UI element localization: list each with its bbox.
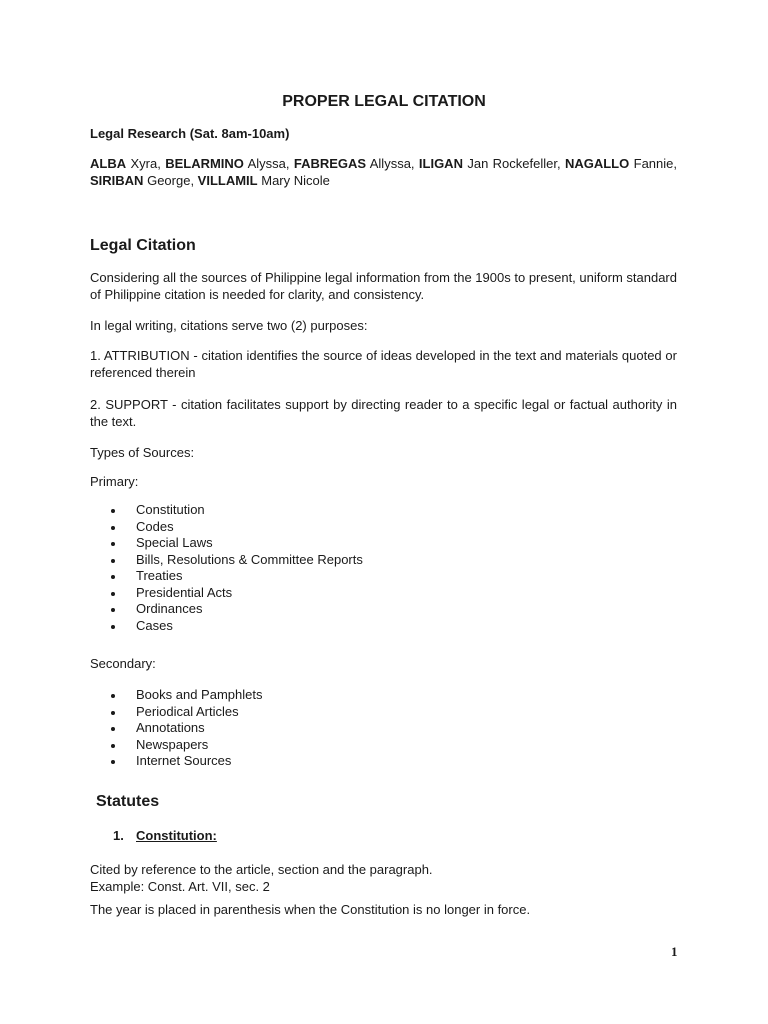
author-list (90, 155, 677, 189)
author-first-name: Fannie, (633, 156, 677, 171)
list-item: Cases (108, 618, 363, 635)
author-last-name: NAGALLO (564, 156, 630, 171)
list-item: Special Laws (108, 535, 363, 552)
list-item: Books and Pamphlets (108, 687, 262, 704)
constitution-citation-text (90, 861, 677, 895)
author-last-name: ILIGAN (418, 156, 463, 171)
author-first-name: Mary Nicole (261, 173, 330, 188)
list-item: Presidential Acts (108, 585, 363, 602)
document-subtitle: Legal Research (Sat. 8am-10am) (90, 126, 290, 141)
author-first-name: Alyssa, (247, 156, 294, 171)
list-item: Annotations (108, 720, 262, 737)
statutes-heading: Statutes (96, 793, 160, 810)
page-number: 1 (671, 944, 678, 959)
author-first-name: Xyra, (130, 156, 166, 171)
list-item: Periodical Articles (108, 704, 262, 721)
legal-citation-heading: Legal Citation (90, 237, 196, 254)
subheading-number: 1. (113, 828, 124, 843)
constitution-rule-line: Cited by reference to the article, section and the paragraph. (90, 862, 433, 877)
types-of-sources-label: Types of Sources: (90, 445, 195, 460)
author-last-name: FABREGAS (293, 156, 367, 171)
intro-paragraph: Considering all the sources of Philippine legal information from the 1900s to present, uniform standard of Philippine citation is needed for clarity, and consistency. (90, 270, 677, 302)
subheading-title: Constitution: (136, 828, 217, 843)
author-last-name: ALBA (90, 156, 127, 171)
constitution-subheading (113, 828, 217, 843)
purposes-paragraph: In legal writing, citations serve two (2) purposes: (90, 318, 368, 333)
list-item: Newspapers (108, 737, 262, 754)
list-item: Ordinances (108, 601, 363, 618)
author-first-name: Allyssa, (369, 156, 419, 171)
author-first-name: Jan Rockefeller, (467, 156, 565, 171)
constitution-example-line: Example: Const. Art. VII, sec. 2 (90, 879, 270, 894)
author-last-name: SIRIBAN (90, 173, 144, 188)
attribution-paragraph: 1. ATTRIBUTION - citation identifies the source of ideas developed in the text and materials quoted or referenced therein (90, 348, 677, 380)
primary-label: Primary: (90, 474, 139, 489)
author-last-name: BELARMINO (165, 156, 244, 171)
secondary-sources-list (108, 687, 262, 770)
author-first-name: George, (147, 173, 198, 188)
list-item: Constitution (108, 502, 363, 519)
list-item: Treaties (108, 568, 363, 585)
support-paragraph: 2. SUPPORT - citation facilitates support by directing reader to a specific legal or factual authority in the text. (90, 397, 677, 429)
author-last-name: VILLAMIL (197, 173, 258, 188)
constitution-year-note: The year is placed in parenthesis when the Constitution is no longer in force. (90, 902, 531, 917)
document-title: PROPER LEGAL CITATION (282, 93, 486, 110)
list-item: Codes (108, 519, 363, 536)
secondary-label: Secondary: (90, 656, 156, 671)
list-item: Bills, Resolutions & Committee Reports (108, 552, 363, 569)
list-item: Internet Sources (108, 753, 262, 770)
primary-sources-list (108, 502, 363, 634)
